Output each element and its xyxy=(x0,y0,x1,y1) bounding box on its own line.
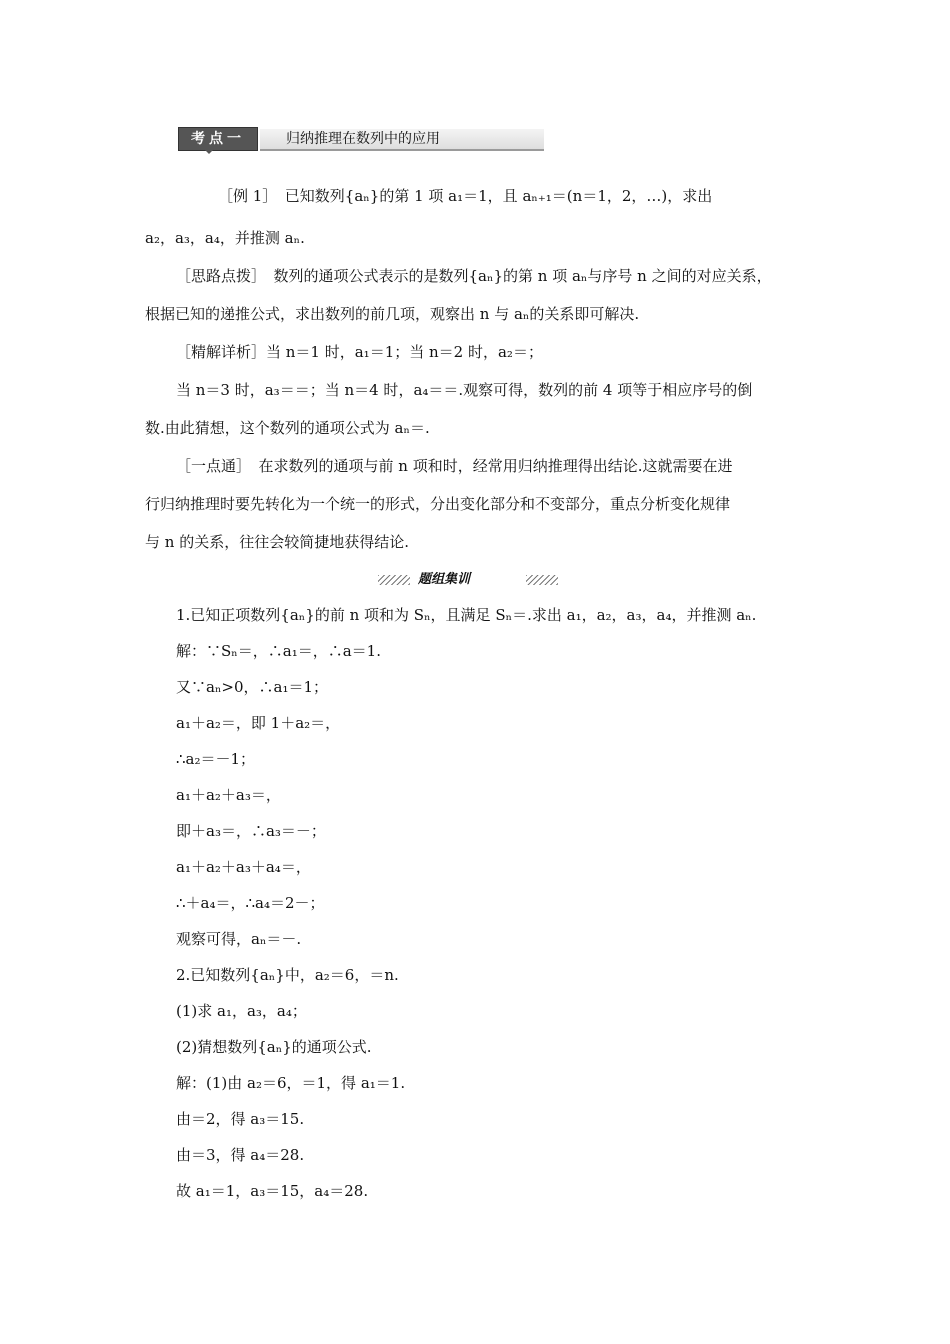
tag-notch xyxy=(204,149,214,154)
section-divider xyxy=(370,570,580,590)
text-line: a₁＋a₂＋a₃＝， xyxy=(176,786,281,804)
text-line: a₁＋a₂＋a₃＋a₄＝， xyxy=(176,858,311,876)
text-line: ［例 1］ 已知数列{aₙ}的第 1 项 a₁＝1，且 aₙ₊₁＝(n＝1，2，…)，求出 xyxy=(218,187,713,205)
text-line: ［精解详析］当 n＝1 时，a₁＝1；当 n＝2 时，a₂＝； xyxy=(176,343,543,361)
text-line: 由＝3，得 a₄＝28. xyxy=(176,1146,305,1164)
text-line: 1.已知正项数列{aₙ}的前 n 项和为 Sₙ，且满足 Sₙ＝.求出 a₁，a₂，a₃，a₄，并推测 aₙ. xyxy=(176,606,757,624)
text-line: 2.已知数列{aₙ}中，a₂＝6，＝n. xyxy=(176,966,399,984)
text-line: a₂，a₃，a₄，并推测 aₙ. xyxy=(145,229,305,247)
text-line: 即＋a₃＝，∴a₃＝－； xyxy=(176,822,326,840)
text-line: ∴a₂＝－1； xyxy=(176,750,256,768)
divider-hatch-left xyxy=(378,575,410,585)
section-title: 归纳推理在数列中的应用 xyxy=(286,131,440,147)
text-line: a₁＋a₂＝，即 1＋a₂＝， xyxy=(176,714,341,732)
text-line: ∴＋a₄＝，∴a₄＝2－； xyxy=(176,894,325,912)
text-line: 解：∵Sₙ＝，∴a₁＝，∴a＝1. xyxy=(176,642,381,660)
text-line: 由＝2，得 a₃＝15. xyxy=(176,1110,305,1128)
text-line: ［一点通］ 在求数列的通项与前 n 项和时，经常用归纳推理得出结论.这就需要在进 xyxy=(176,457,733,475)
text-line: 数.由此猜想，这个数列的通项公式为 aₙ＝. xyxy=(145,419,430,437)
divider-label: 题组集训 xyxy=(418,572,471,587)
text-line: ［思路点拨］ 数列的通项公式表示的是数列{aₙ}的第 n 项 aₙ与序号 n 之间的对应关系， xyxy=(176,267,772,285)
text-line: 行归纳推理时要先转化为一个统一的形式，分出变化部分和不变部分，重点分析变化规律 xyxy=(145,495,731,513)
section-banner xyxy=(178,127,544,153)
divider-hatch-right xyxy=(526,575,558,585)
text-line: 故 a₁＝1，a₃＝15，a₄＝28. xyxy=(176,1182,369,1200)
text-line: 当 n＝3 时，a₃＝＝；当 n＝4 时，a₄＝＝.观察可得，数列的前 4 项等于相应序号的倒 xyxy=(176,381,753,399)
text-line: 根据已知的递推公式，求出数列的前几项，观察出 n 与 aₙ的关系即可解决. xyxy=(145,305,640,323)
text-line: 观察可得，aₙ＝－. xyxy=(176,930,302,948)
text-line: 又∵aₙ>0，∴a₁＝1； xyxy=(176,678,329,696)
text-line: 与 n 的关系，往往会较简捷地获得结论. xyxy=(145,533,409,551)
text-line: (1)求 a₁，a₃，a₄； xyxy=(176,1002,307,1020)
text-line: (2)猜想数列{aₙ}的通项公式. xyxy=(176,1038,372,1056)
section-tag: 考点一 xyxy=(178,127,258,151)
text-line: 解：(1)由 a₂＝6，＝1，得 a₁＝1. xyxy=(176,1074,406,1092)
